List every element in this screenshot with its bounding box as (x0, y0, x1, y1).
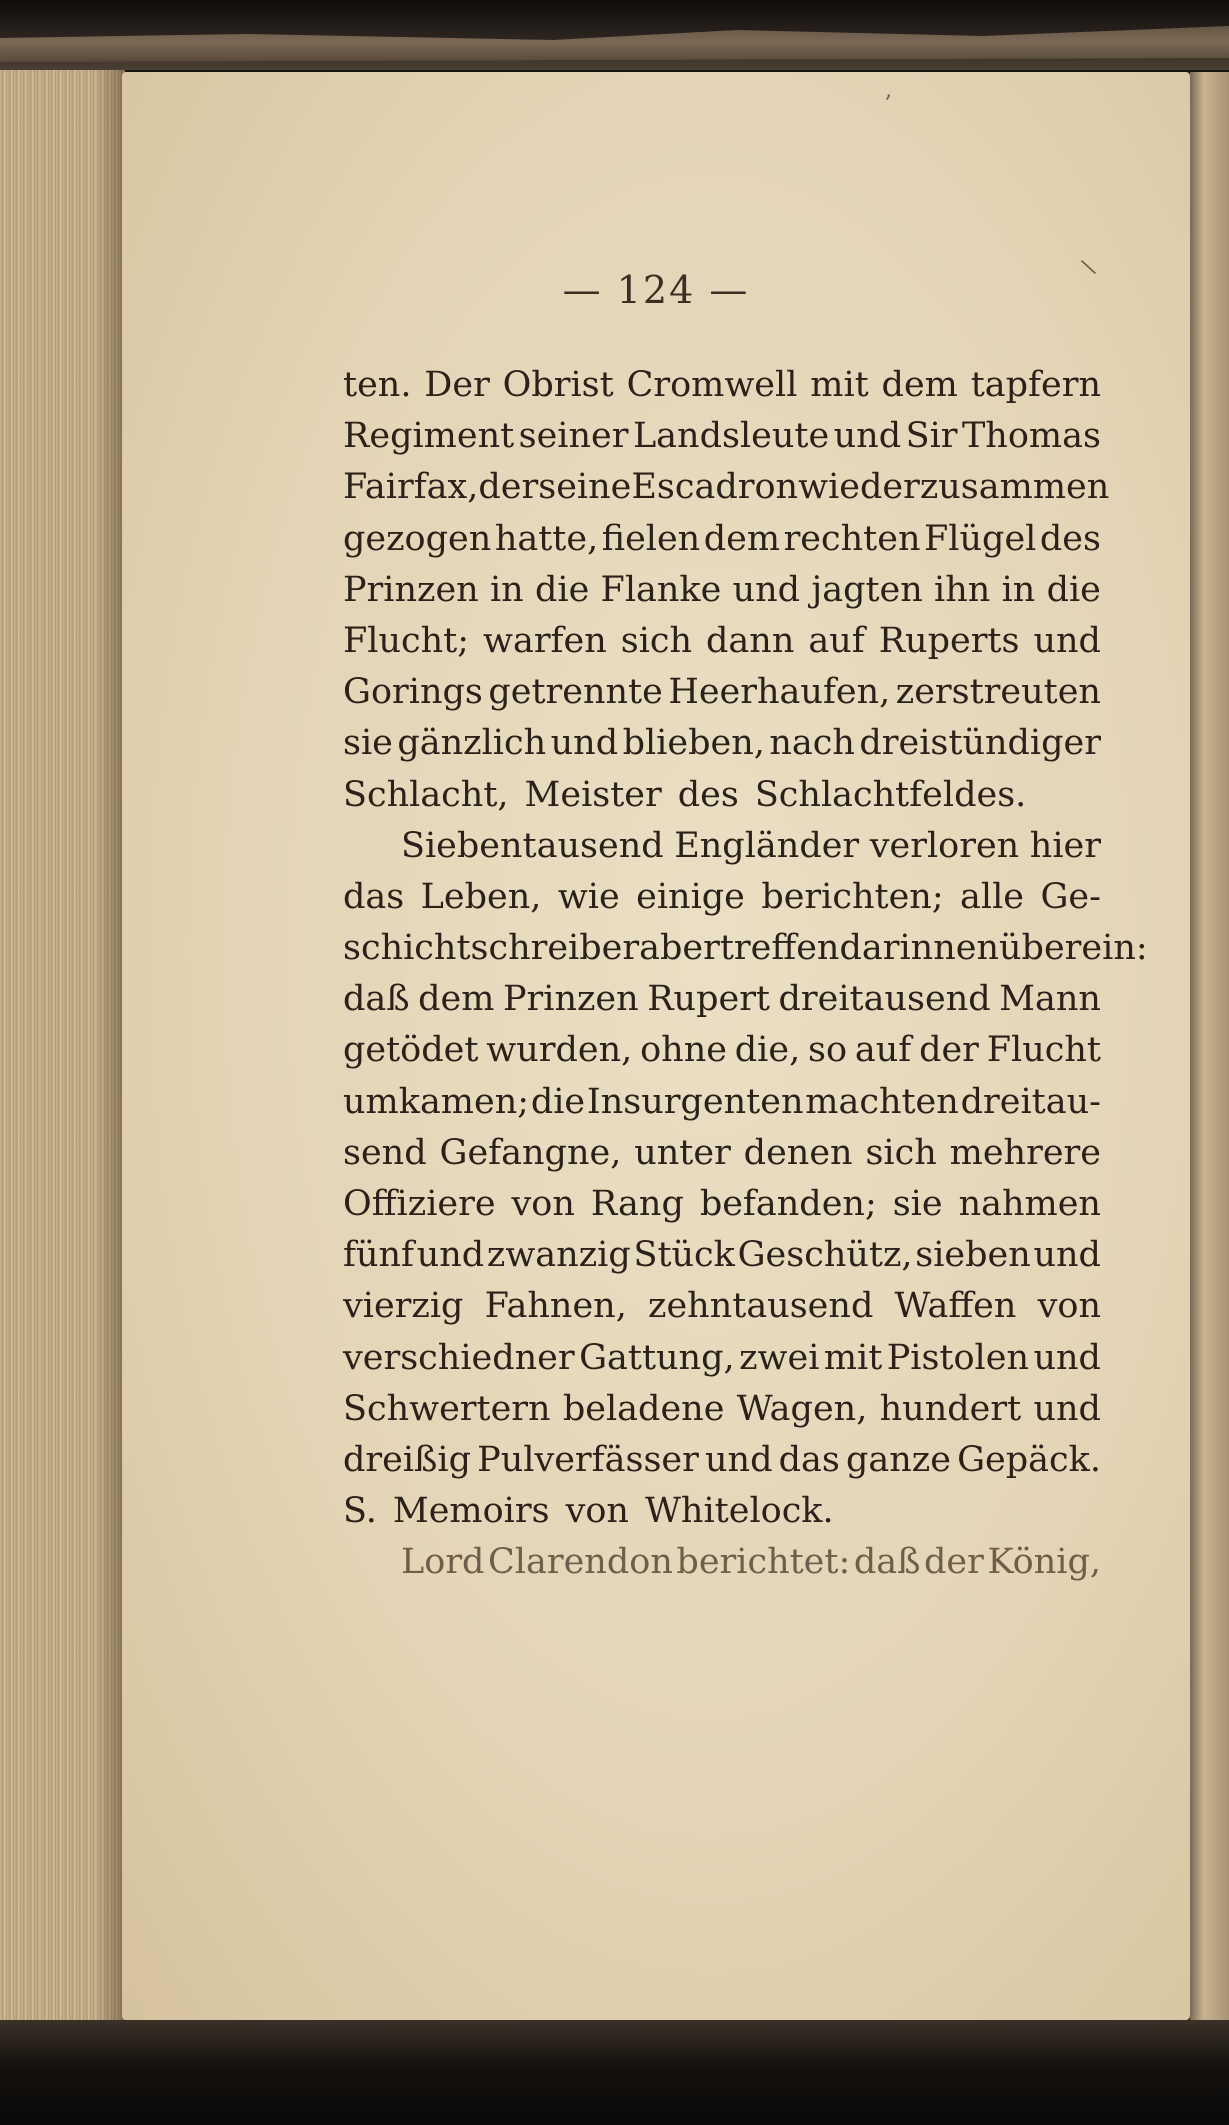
text-word: zwei (739, 1337, 820, 1378)
text-word: Flügel (924, 518, 1037, 559)
text-word: daß (343, 979, 410, 1020)
text-word: mehrere (949, 1132, 1101, 1173)
text-word: auf (808, 620, 865, 661)
text-word: Heerhaufen, (668, 672, 891, 713)
text-word: tapfern (970, 365, 1101, 405)
text-word: sich (865, 1132, 937, 1173)
text-word: und (1033, 1235, 1101, 1276)
text-word: Gepäck. (957, 1439, 1101, 1480)
text-word: dem (703, 518, 781, 559)
text-word: Rupert (647, 979, 770, 1020)
text-line (343, 1486, 1101, 1537)
text-word: und (1033, 620, 1101, 661)
text-word: Mann (999, 979, 1101, 1020)
text-word: in (489, 569, 524, 610)
text-word: Escadron (631, 467, 799, 508)
text-word: Pulverfässer (477, 1439, 699, 1480)
text-word: des (1039, 518, 1101, 559)
text-word: und (704, 1439, 773, 1480)
text-word: Sir (905, 416, 958, 457)
text-word: Offiziere (343, 1184, 496, 1224)
text-word: alle (960, 876, 1025, 917)
text-word: hatte, (494, 518, 599, 559)
text-word: jagten (811, 569, 923, 610)
text-word: der (478, 467, 539, 508)
text-word: dann (706, 620, 795, 661)
text-word: Landsleute (632, 416, 830, 457)
text-word: Thomas (961, 416, 1101, 457)
text-word: sieben (915, 1235, 1031, 1276)
text-word: Ruperts (878, 620, 1020, 661)
text-word: sich (620, 620, 693, 661)
text-word: sie (343, 723, 393, 764)
text-word: Whitelock. (644, 1491, 834, 1532)
text-line (343, 923, 1148, 974)
text-word: ihn (934, 569, 991, 610)
text-word: Fairfax, (343, 467, 479, 508)
text-word: beladene (562, 1388, 725, 1429)
text-word: und (550, 723, 619, 764)
text-word: die (534, 569, 590, 610)
text-word: blieben, (622, 723, 765, 764)
text-word: berichten; (761, 876, 944, 917)
gutter-shadow (95, 70, 125, 2020)
text-word: Clarendon (488, 1542, 673, 1583)
text-line (343, 1281, 1101, 1332)
text-word: send (343, 1132, 427, 1173)
page-body-text (343, 360, 1148, 1589)
text-word: Obrist (502, 365, 614, 405)
text-word: der (919, 1030, 979, 1071)
text-word: Schlacht, (343, 774, 509, 815)
text-word: von (565, 1491, 629, 1532)
text-word: mit (810, 365, 869, 405)
text-word: dreitau- (960, 1081, 1101, 1122)
text-line (343, 667, 1101, 718)
text-word: Flucht (986, 1030, 1101, 1071)
text-word: Gefangne, (439, 1132, 622, 1173)
text-word: schichtschreiber (343, 928, 640, 969)
text-word: zusammen (919, 467, 1110, 508)
text-word: ten. (343, 365, 412, 405)
text-word: dem (418, 979, 495, 1020)
text-word: Der (424, 365, 490, 405)
text-word: Geschütz, (737, 1235, 913, 1276)
text-word: der (924, 1542, 984, 1583)
text-word: ohne (640, 1030, 727, 1071)
text-word: mit (823, 1337, 883, 1378)
text-word: ganze (845, 1439, 951, 1480)
text-line (343, 718, 1101, 769)
text-word: und (416, 1235, 485, 1276)
text-word: Ge- (1040, 876, 1101, 917)
text-line (343, 770, 1101, 821)
text-line (343, 1077, 1101, 1128)
text-word: Gattung, (579, 1337, 735, 1378)
text-line (343, 411, 1101, 462)
text-word: Leben, (420, 876, 542, 917)
text-word: Fahnen, (484, 1286, 627, 1327)
text-line (343, 462, 1110, 513)
text-line (343, 872, 1101, 923)
text-word: hundert (879, 1388, 1022, 1429)
text-line (343, 616, 1101, 667)
text-word: dreitausend (778, 979, 991, 1020)
text-word: Cromwell (626, 365, 798, 405)
text-word: rechten (783, 518, 921, 559)
text-word: fünf (343, 1235, 414, 1276)
text-word: denen (743, 1132, 853, 1173)
text-word: dreißig (343, 1439, 472, 1480)
text-word: von (511, 1184, 575, 1224)
text-word: Rang (590, 1184, 684, 1224)
text-word: sie (892, 1184, 943, 1224)
text-word: seine (538, 467, 632, 508)
text-word: Prinzen (343, 569, 479, 610)
text-word: überein: (999, 928, 1148, 969)
text-word: Lord (401, 1542, 485, 1583)
text-line (343, 1435, 1101, 1486)
text-word: auf (854, 1030, 912, 1071)
text-word: befanden; (699, 1184, 877, 1224)
text-line (343, 1537, 1101, 1588)
text-word: umkamen; (343, 1081, 530, 1122)
text-word: und (1033, 1388, 1101, 1429)
text-word: König, (987, 1542, 1101, 1583)
text-word: die (1046, 569, 1101, 610)
text-line (343, 514, 1101, 565)
stray-mark: , (885, 78, 892, 103)
text-word: Siebentausend (401, 825, 664, 866)
text-word: zehntausend (648, 1286, 874, 1327)
text-word: wieder (798, 467, 920, 508)
text-word: treffen (719, 928, 840, 969)
text-line (343, 360, 1101, 411)
page-edge-right (1190, 72, 1229, 2020)
text-word: Wagen, (736, 1388, 868, 1429)
text-word: gänzlich (397, 723, 547, 764)
text-word: verloren (869, 825, 1020, 866)
text-word: wurden, (486, 1030, 633, 1071)
page-number: — 124 — (562, 268, 750, 312)
text-line (343, 1384, 1101, 1435)
text-word: dreistündiger (859, 723, 1101, 764)
text-line (343, 1128, 1101, 1179)
text-word: gezogen (343, 518, 492, 559)
text-word: machten (805, 1081, 959, 1122)
text-word: fielen (601, 518, 701, 559)
text-word: das (778, 1439, 840, 1480)
text-word: Schwertern (343, 1388, 551, 1429)
text-word: zwanzig (486, 1235, 631, 1276)
text-word: einige (636, 876, 745, 917)
text-word: Meister (524, 774, 662, 815)
text-word: Engländer (674, 825, 860, 866)
text-word: die, (734, 1030, 801, 1071)
text-word: berichtet: (676, 1542, 851, 1583)
text-word: und (1033, 1337, 1101, 1378)
text-line (343, 1333, 1101, 1384)
text-line (343, 974, 1101, 1025)
text-line (343, 821, 1101, 872)
text-word: Flanke (600, 569, 722, 610)
text-word: und (732, 569, 801, 610)
text-word: Waffen (894, 1286, 1017, 1327)
text-word: Pistolen (886, 1337, 1030, 1378)
text-word: aber (639, 928, 720, 969)
text-word: in (1001, 569, 1036, 610)
text-word: verschiedner (343, 1337, 575, 1378)
text-word: das (343, 876, 405, 917)
text-word: getödet (343, 1030, 479, 1071)
text-word: S. (343, 1491, 377, 1532)
book-bottom-edge (0, 2020, 1229, 2125)
text-word: des (677, 774, 739, 815)
text-word: dem (881, 365, 958, 405)
stray-mark: \ (1079, 254, 1099, 281)
text-word: und (833, 416, 902, 457)
text-word: seiner (518, 416, 629, 457)
text-word: hier (1029, 825, 1101, 866)
text-word: so (808, 1030, 848, 1071)
text-word: darinnen (839, 928, 1000, 969)
text-word: nach (769, 723, 855, 764)
text-word: von (1037, 1286, 1101, 1327)
text-line (343, 565, 1101, 616)
text-word: Stück (633, 1235, 735, 1276)
text-word: Insurgenten (586, 1081, 804, 1122)
text-word: warfen (483, 620, 607, 661)
text-word: Gorings (343, 672, 483, 713)
text-word: getrennte (488, 672, 663, 713)
text-word: vierzig (343, 1286, 464, 1327)
text-word: die (530, 1081, 586, 1122)
text-line (343, 1179, 1101, 1230)
text-line (343, 1230, 1101, 1281)
text-word: unter (634, 1132, 731, 1173)
text-line (343, 1025, 1101, 1076)
text-word: daß (853, 1542, 921, 1583)
text-word: Flucht; (343, 620, 470, 661)
text-word: Prinzen (502, 979, 639, 1020)
text-word: Schlachtfeldes. (754, 774, 1027, 815)
text-word: zerstreuten (895, 672, 1101, 713)
text-word: wie (557, 876, 620, 917)
text-word: nahmen (958, 1184, 1101, 1224)
text-word: Regiment (343, 416, 515, 457)
text-word: Memoirs (392, 1491, 550, 1532)
